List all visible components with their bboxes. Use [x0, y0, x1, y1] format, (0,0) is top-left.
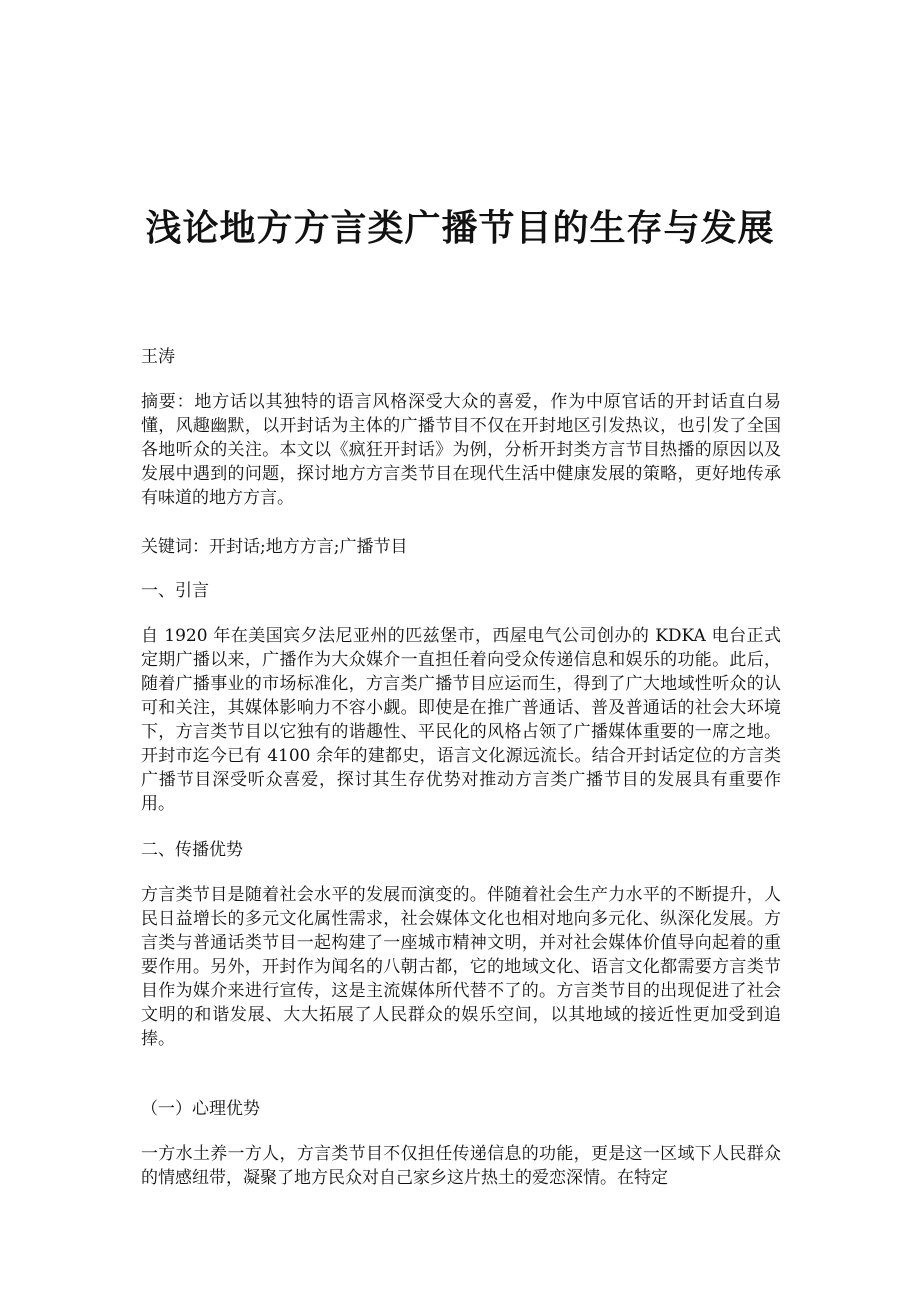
- document-title: 浅论地方方言类广播节目的生存与发展: [145, 207, 775, 250]
- introduction-paragraph: 自 1920 年在美国宾夕法尼亚州的匹兹堡市，西屋电气公司创办的 KDKA 电台正式定期广播以来，广播作为大众媒介一直担任着向受众传递信息和娱乐的功能。此后，随着广播事业的市场标准化，方言类广播节目应运而生，得到了广大地域性听众的认可和关注，其媒体影响力不容小觑。即使是在推广普通话、普及普通话的社会大环境下，方言类节目以它独有的谐趣性、平民化的风格占领了广播媒体重要的一席之地。开封市迄今已有 4100 余年的建都史，语言文化源远流长。结合开封话定位的方言类广播节目深受听众喜爱，探讨其生存优势对推动方言类广播节目的发展具有重要作用。: [141, 626, 781, 814]
- section-heading-advantages: 二、传播优势: [141, 840, 243, 860]
- abstract-paragraph: 摘要：地方话以其独特的语言风格深受大众的喜爱，作为中原官话的开封话直白易懂，风趣幽默，以开封话为主体的广播节目不仅在开封地区引发热议，也引发了全国各地听众的关注。本文以《疯狂开封话》为例，分析开封类方言节目热播的原因以及发展中遇到的问题，探讨地方方言类节目在现代生活中健康发展的策略，更好地传承有味道的地方方言。: [141, 392, 781, 508]
- psychology-paragraph: 一方水土养一方人，方言类节目不仅担任传递信息的功能，更是这一区域下人民群众的情感纽带，凝聚了地方民众对自己家乡这片热土的爱恋深情。在特定: [141, 1144, 781, 1188]
- author-name: 王涛: [141, 347, 175, 367]
- keywords-line: 关键词：开封话;地方方言;广播节目: [141, 537, 408, 557]
- advantages-paragraph: 方言类节目是随着社会水平的发展而演变的。伴随着社会生产力水平的不断提升，人民日益增长的多元文化属性需求，社会媒体文化也相对地向多元化、纵深化发展。方言类与普通话类节目一起构建了一座城市精神文明，并对社会媒体价值导向起着的重要作用。另外，开封作为闻名的八朝古都，它的地域文化、语言文化都需要方言类节目作为媒介来进行宣传，这是主流媒体所代替不了的。方言类节目的出现促进了社会文明的和谐发展、大大拓展了人民群众的娱乐空间，以其地域的接近性更加受到追捧。: [141, 885, 781, 1049]
- subsection-heading-psychology: （一）心理优势: [141, 1099, 260, 1119]
- section-heading-introduction: 一、引言: [141, 581, 209, 601]
